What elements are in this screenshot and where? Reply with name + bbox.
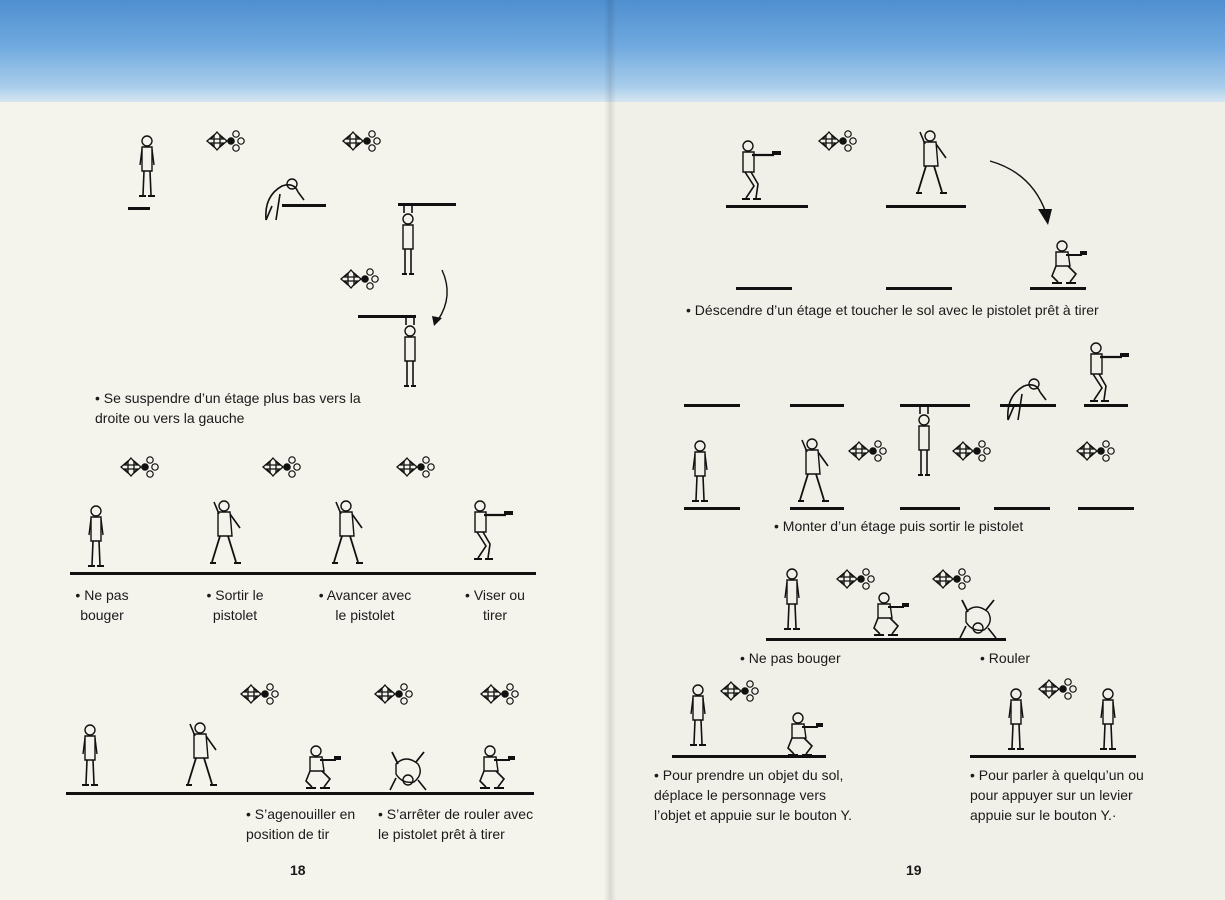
dpad-right-icon: [848, 440, 888, 464]
caption-stand: [62, 585, 142, 625]
dpad-down-icon: [340, 268, 380, 292]
caption-kneel: [246, 804, 355, 844]
figure-aim: [738, 140, 784, 202]
dpad-down-icon: [836, 568, 876, 592]
book-spine: [604, 0, 616, 900]
floor-line: [994, 507, 1050, 510]
caption-line: pistolet: [212, 607, 258, 623]
caption-line: • S’arrêter de rouler avec: [378, 806, 534, 822]
caption-line: • Pour prendre un objet du sol,: [654, 767, 844, 783]
dpad-up-icon: [952, 440, 992, 464]
curved-arrow-down-icon: [424, 268, 464, 330]
figure-crouch: [872, 592, 912, 638]
floor-line: [970, 755, 1136, 758]
caption-draw: [190, 585, 280, 625]
sky-banner: [610, 0, 1225, 102]
figure-ledge-grab: [262, 176, 306, 226]
figure-standing: [782, 568, 804, 634]
figure-standing: [690, 440, 712, 506]
dpad-icon: [120, 456, 160, 480]
left-page: [0, 0, 610, 900]
floor-line: [736, 287, 792, 290]
curved-arrow-down-icon: [988, 155, 1058, 230]
figure-pick-up: [786, 712, 826, 758]
dpad-right-icon: [818, 130, 858, 154]
caption-line: • Sortir le: [206, 587, 264, 603]
figure-walk-pistol: [186, 722, 220, 790]
caption-roll: • Rouler: [980, 650, 1031, 666]
ledge-line: [726, 205, 808, 208]
caption-talk: [970, 765, 1144, 825]
figure-kneel-aim: [304, 745, 344, 791]
dpad-right-icon: [262, 456, 302, 480]
caption-line: le pistolet prêt à tirer: [378, 826, 505, 842]
caption-line: • S’agenouiller en: [246, 806, 356, 822]
dpad-icon: [480, 683, 520, 707]
figure-standing: [1006, 688, 1028, 754]
floor-line: [886, 287, 952, 290]
caption-stand: • Ne pas bouger: [740, 650, 841, 666]
page-number: 18: [290, 862, 306, 878]
caption-advance: [305, 585, 425, 625]
figure-stop-roll-aim: [478, 745, 518, 791]
caption-hang: [95, 388, 361, 428]
figure-landing-aim: [1050, 240, 1090, 286]
dpad-right-icon: [374, 683, 414, 707]
dpad-down-icon: [720, 680, 760, 704]
ledge-line: [684, 404, 740, 407]
floor-line: [128, 207, 150, 210]
page-number: 19: [906, 862, 922, 878]
caption-line: tirer: [482, 607, 508, 623]
caption-climb: • Monter d’un étage puis sortir le pistolet: [774, 518, 1024, 534]
figure-standing: [688, 684, 710, 750]
figure-walk: [798, 438, 832, 506]
caption-pickup: [654, 765, 852, 825]
figure-aim: [1086, 342, 1132, 404]
ledge-line: [1084, 404, 1128, 407]
dpad-right-icon: [206, 130, 246, 154]
dpad-right-icon: [932, 568, 972, 592]
caption-line: le pistolet: [335, 607, 395, 623]
figure-ledge-climb: [1004, 376, 1048, 426]
figure-walk: [916, 130, 950, 202]
dpad-icon: [1038, 678, 1078, 702]
caption-stop-roll: [378, 804, 533, 844]
ledge-line: [886, 205, 966, 208]
ledge-line: [790, 404, 844, 407]
figure-draw-pistol: [210, 500, 244, 568]
caption-line: pour appuyer sur un levier: [970, 787, 1133, 803]
caption-line: • Viser ou: [465, 587, 525, 603]
floor-line: [672, 755, 826, 758]
dpad-up-icon: [396, 456, 436, 480]
right-page: [610, 0, 1225, 900]
figure-hanging-lower: [400, 315, 420, 395]
caption-line: • Avancer avec: [318, 587, 412, 603]
sky-banner: [0, 0, 610, 102]
figure-aim: [470, 500, 516, 562]
floor-line: [1078, 507, 1134, 510]
caption-line: bouger: [80, 607, 124, 623]
caption-line: l’objet et appuie sur le bouton Y.: [654, 807, 852, 823]
figure-advance-pistol: [332, 500, 366, 568]
figure-hanging: [398, 203, 418, 278]
floor-line: [766, 638, 1006, 641]
caption-line: déplace le personnage vers: [654, 787, 827, 803]
caption-descend: • Déscendre d’un étage et toucher le sol avec le pistolet prêt à tirer: [686, 302, 1099, 318]
figure-npc: [1098, 688, 1120, 754]
ledge-line: [900, 404, 970, 407]
caption-line: appuie sur le bouton Y.·: [970, 807, 1117, 823]
floor-line: [900, 507, 960, 510]
figure-standing: [80, 724, 102, 790]
figure-standing: [137, 135, 159, 201]
caption-line: position de tir: [246, 826, 330, 842]
floor-line: [790, 507, 844, 510]
caption-line: droite ou vers la gauche: [95, 410, 245, 426]
caption-aim: [450, 585, 540, 625]
dpad-down-icon: [240, 683, 280, 707]
floor-line: [684, 507, 740, 510]
figure-hanging: [914, 404, 934, 479]
figure-roll: [958, 598, 1000, 640]
caption-line: • Pour parler à quelqu’un ou: [970, 767, 1144, 783]
dpad-icon: [1076, 440, 1116, 464]
floor-line: [1030, 287, 1086, 290]
figure-standing: [86, 505, 108, 571]
floor-line: [66, 792, 534, 795]
figure-roll: [388, 750, 430, 792]
caption-line: • Se suspendre d’un étage plus bas vers la: [95, 390, 361, 406]
caption-line: • Ne pas: [75, 587, 129, 603]
ledge-line: [282, 204, 326, 207]
dpad-right-icon: [342, 130, 382, 154]
floor-line: [70, 572, 536, 575]
